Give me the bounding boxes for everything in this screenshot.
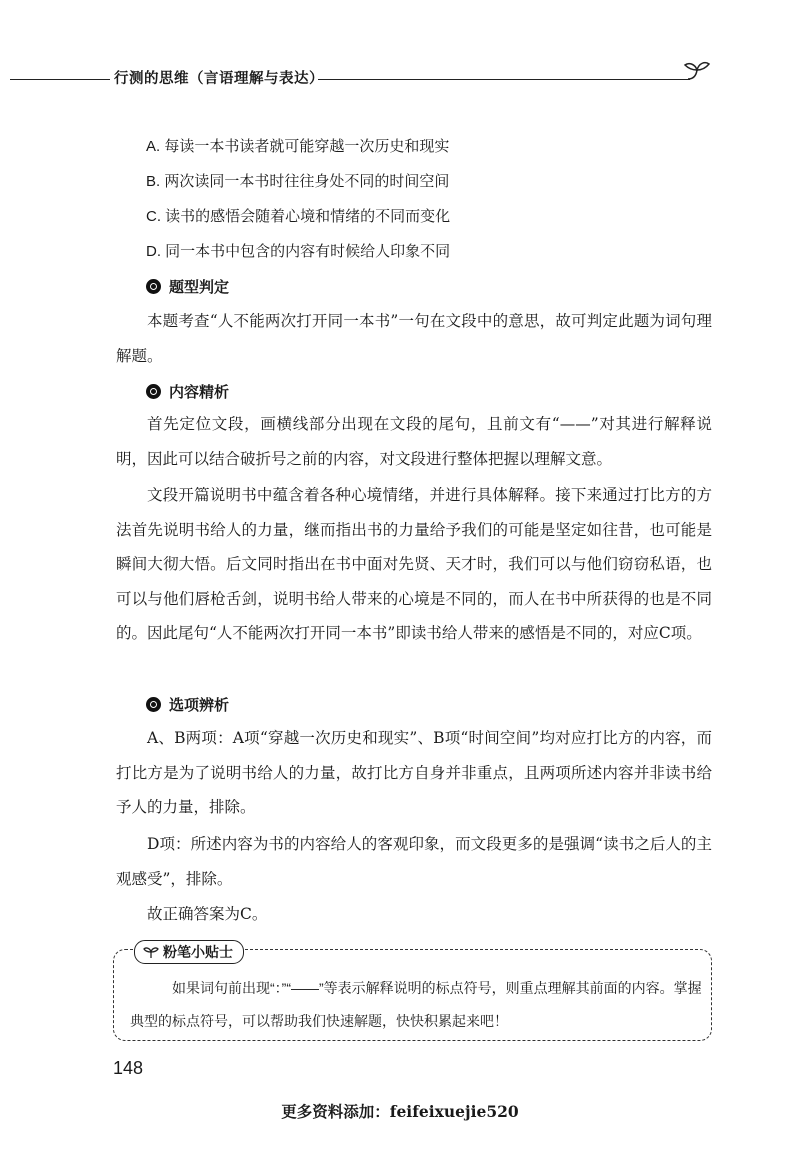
answer-statement: 故正确答案为C。 [147,905,268,923]
sprout-icon [143,945,159,959]
section-bullet-icon [146,384,161,399]
option-a: A. 每读一本书读者就可能穿越一次历史和现实 [146,138,450,155]
option-c: C. 读书的感悟会随着心境和情绪的不同而变化 [146,208,451,225]
running-header-title: 行测的思维（言语理解与表达） [114,71,324,87]
type-judgment-paragraph: 本题考查“人不能两次打开同一本书”一句在文段中的意思，故可判定此题为词句理解题。 [116,312,712,365]
section-heading-content-analysis [146,381,229,402]
section-heading-option-analysis [146,694,229,715]
option-b: B. 两次读同一本书时往往身处不同的时间空间 [146,173,450,190]
content-analysis-paragraph-1: 首先定位文段，画横线部分出现在文段的尾句，且前文有“——”对其进行解释说明，因此可以结合破折号之前的内容，对文段进行整体把握以理解文意。 [116,415,712,468]
footer-watermark-note: 更多资料添加：feifeixuejie520 [281,1102,519,1121]
tip-title: 粉笔小贴士 [163,944,233,960]
page-number: 148 [113,1058,144,1078]
header-rule-right [318,79,690,80]
content-analysis-paragraph-2: 文段开篇说明书中蕴含着各种心境情绪，并进行具体解释。接下来通过打比方的方法首先说明书给人的力量，继而指出书的力量给予我们的可能是坚定如往昔，也可能是瞬间大彻大悟。后文同时指出在书中面对先贤、天才时，我们可以与他们窃窃私语，也可以与他们唇枪舌剑，说明书给人带来的心境是不同的，而人在书中所获得的也是不同的。因此尾句“人不能两次打开同一本书”即读书给人带来的感悟是不同的，对应C项。 [116,486,712,642]
section-title: 选项辨析 [169,696,230,714]
option-d: D. 同一本书中包含的内容有时候给人印象不同 [146,243,451,260]
section-heading-type-judgment [146,276,229,297]
tip-title-badge [134,940,244,964]
tip-text: 如果词句前出现“：”“——”等表示解释说明的标点符号，则重点理解其前面的内容。掌握典型的标点符号，可以帮助我们快速解题，快快积累起来吧！ [130,980,702,1029]
section-title: 题型判定 [169,278,230,296]
option-analysis-paragraph-d: D项：所述内容为书的内容给人的客观印象，而文段更多的是强调“读书之后人的主观感受”，排除。 [116,835,712,888]
sprout-icon [682,56,712,84]
section-bullet-icon [146,697,161,712]
header-rule-left [10,79,110,80]
option-analysis-paragraph-ab: A、B两项：A项“穿越一次历史和现实”、B项“时间空间”均对应打比方的内容，而打比方是为了说明书给人的力量，故打比方自身并非重点，且两项所述内容并非读书给予人的力量，排除。 [116,729,712,816]
section-bullet-icon [146,279,161,294]
section-title: 内容精析 [169,383,230,401]
